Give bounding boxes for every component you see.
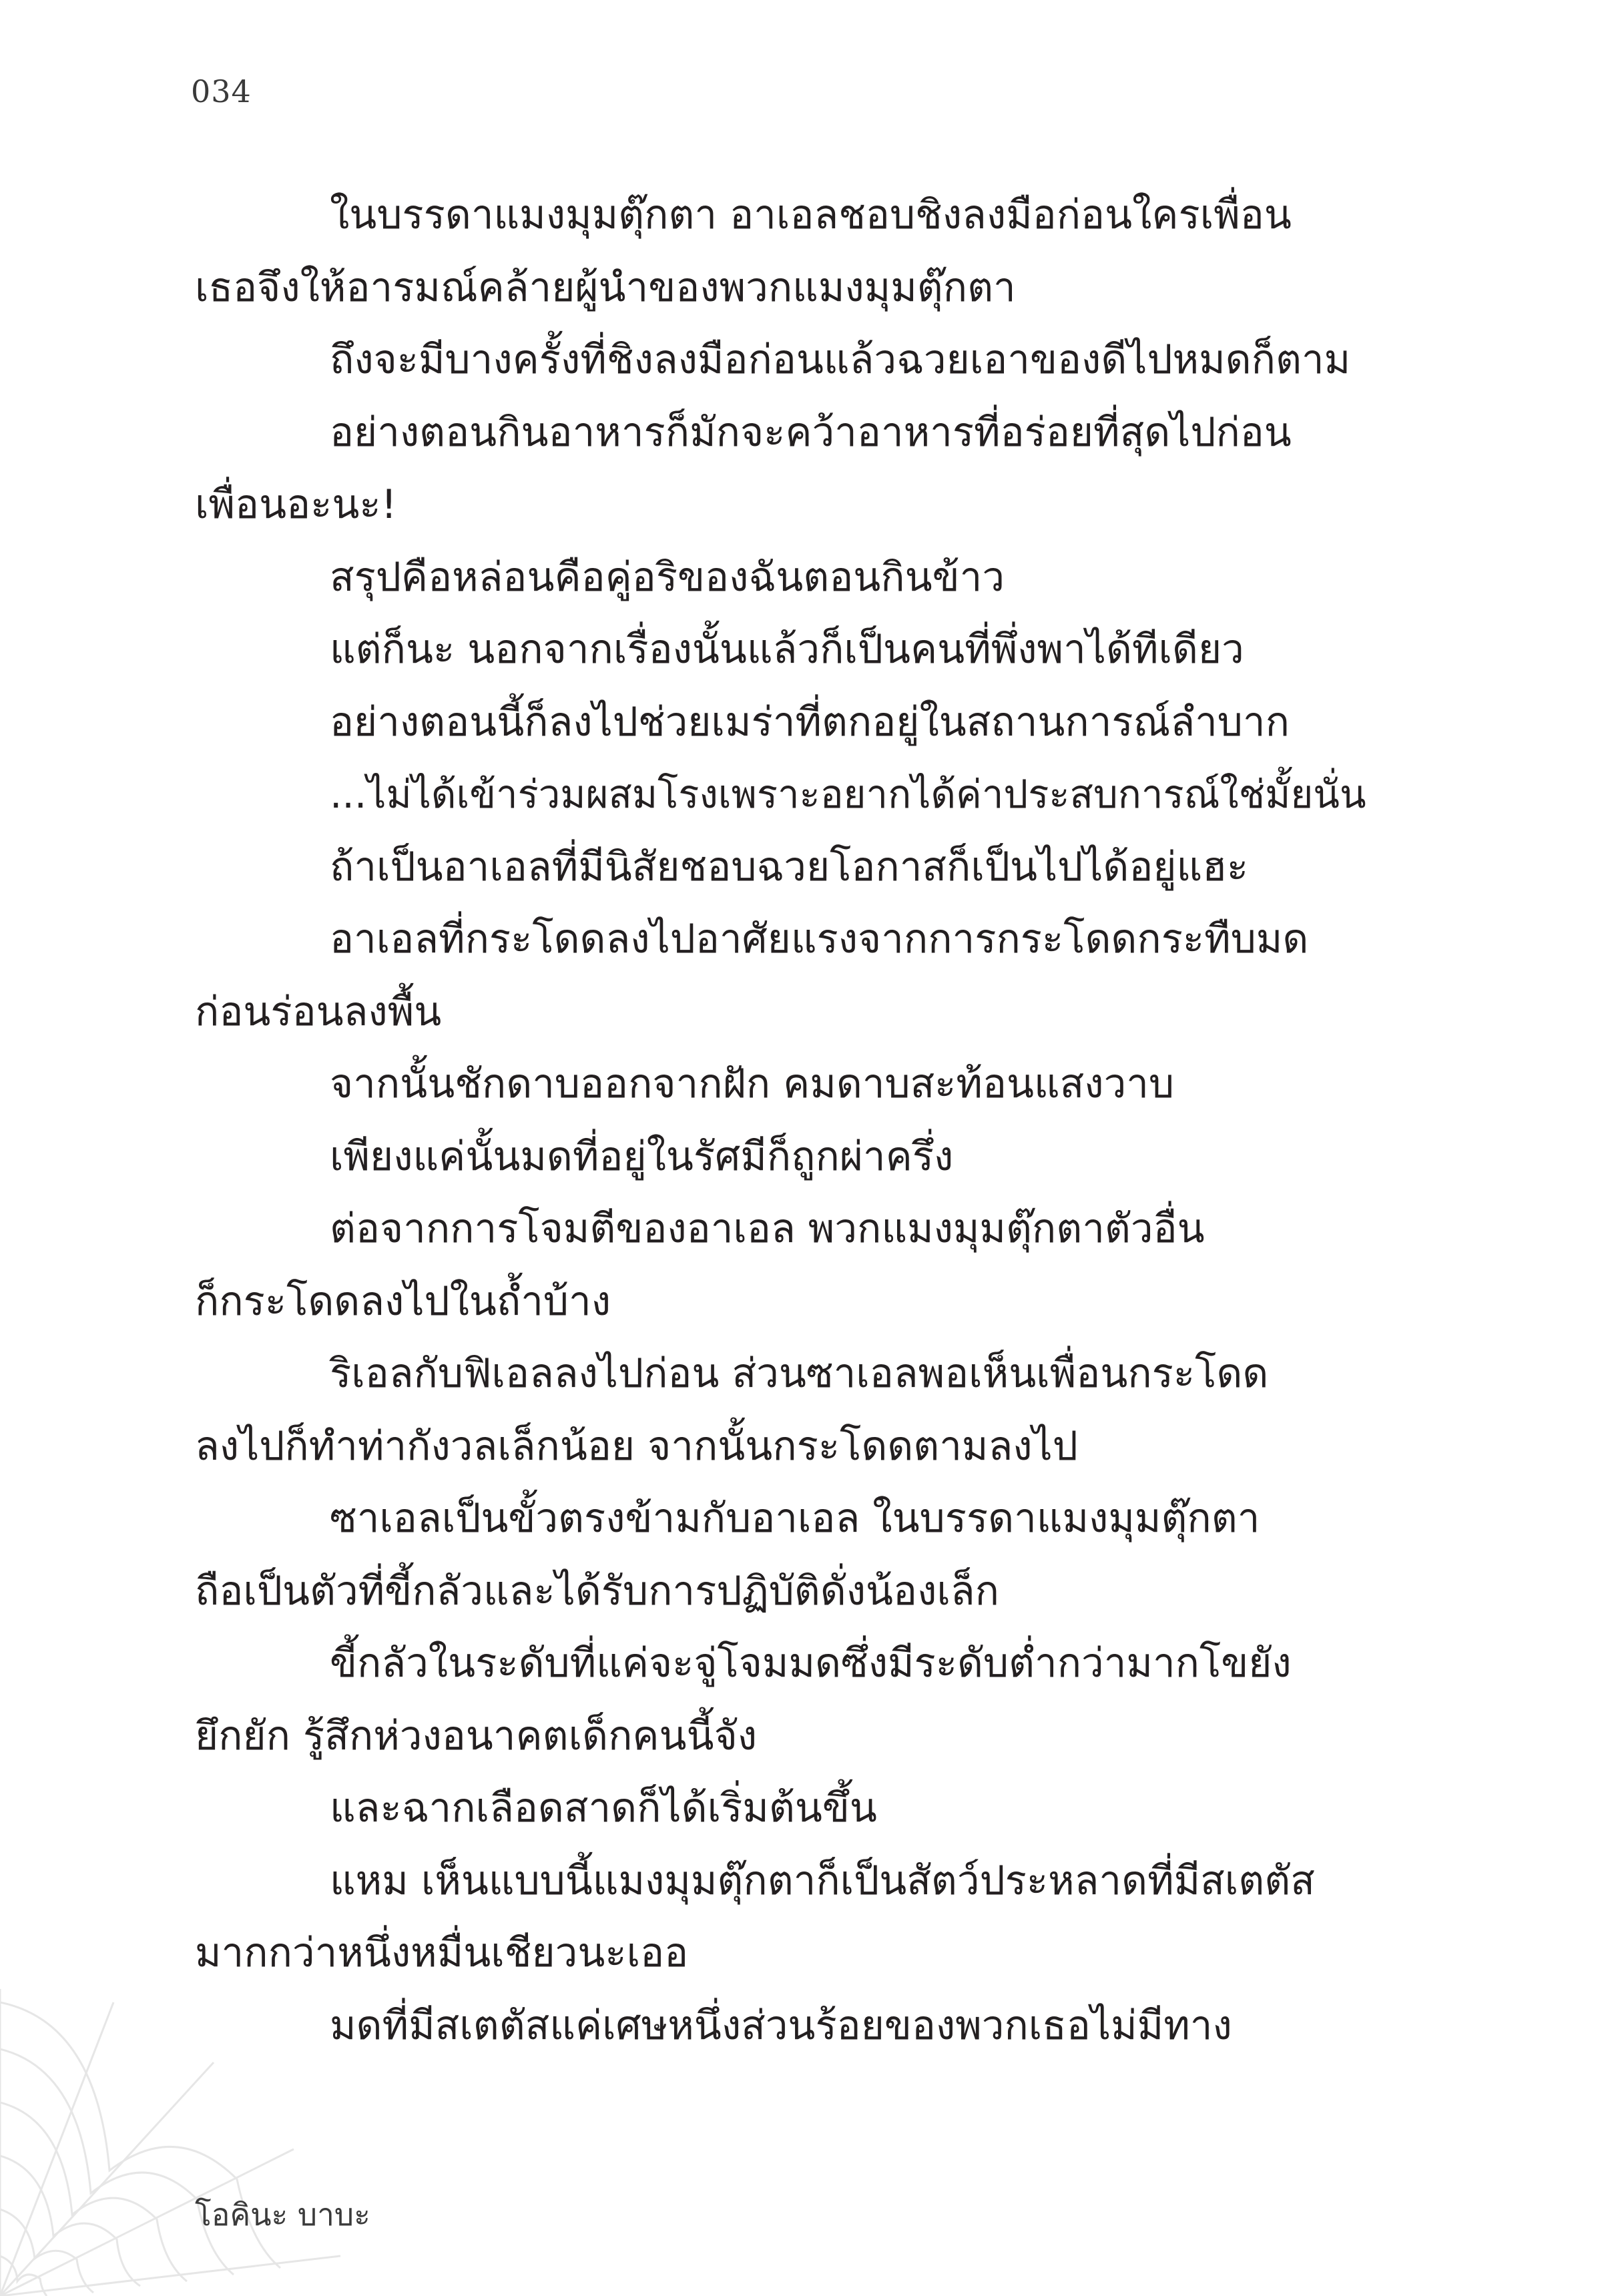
text-line: ริเอลกับฟิเอลลงไปก่อน ส่วนซาเอลพอเห็นเพื่อนกระโดด [330,1350,1269,1397]
text-line: ถือเป็นตัวที่ขี้กลัวและได้รับการปฏิบัติดั่งน้องเล็ก [195,1567,999,1615]
text-line: มดที่มีสเตตัสแค่เศษหนึ่งส่วนร้อยของพวกเธอไม่มีทาง [330,2002,1232,2049]
text-line: เพื่อนอะนะ! [195,481,397,528]
footer-author: โอคินะ บาบะ [195,2197,370,2233]
text-line: จากนั้นชักดาบออกจากฝัก คมดาบสะท้อนแสงวาบ [330,1061,1175,1107]
text-line: แหม เห็นแบบนี้แมงมุมตุ๊กตาก็เป็นสัตว์ประหลาดที่มีสเตตัส [330,1857,1315,1904]
text-line: เธอจึงให้อารมณ์คล้ายผู้นำของพวกแมงมุมตุ๊กตา [195,264,1016,311]
text-line: อย่างตอนนี้ก็ลงไปช่วยเมร่าที่ตกอยู่ในสถานการณ์ลำบาก [330,698,1290,746]
text-line: ลงไปก็ทำท่ากังวลเล็กน้อย จากนั้นกระโดดตามลงไป [195,1422,1078,1470]
page-number: 034 [191,73,252,109]
text-line: เพียงแค่นั้นมดที่อยู่ในรัศมีก็ถูกผ่าครึ่ง [330,1133,954,1180]
text-line: แต่ก็นะ นอกจากเรื่องนั้นแล้วก็เป็นคนที่พึ่งพาได้ทีเดียว [330,626,1244,673]
text-line: มากกว่าหนึ่งหมื่นเชียวนะเออ [195,1930,689,1976]
text-line: อย่างตอนกินอาหารก็มักจะคว้าอาหารที่อร่อยที่สุดไปก่อน [330,408,1292,456]
text-line: ต่อจากการโจมตีของอาเอล พวกแมงมุมตุ๊กตาตัวอื่น [330,1205,1205,1252]
spider-web-icon [0,1989,347,2296]
text-line: สรุปคือหล่อนคือคู่อริของฉันตอนกินข้าว [330,553,1005,601]
text-line: ซาเอลเป็นขั้วตรงข้ามกับอาเอล ในบรรดาแมงมุมตุ๊กตา [330,1495,1260,1542]
text-line: ถ้าเป็นอาเอลที่มีนิสัยชอบฉวยโอกาสก็เป็นไปได้อยู่แฮะ [330,843,1249,890]
text-line: และฉากเลือดสาดก็ได้เริ่มต้นขึ้น [330,1785,877,1831]
text-line: อาเอลที่กระโดดลงไปอาศัยแรงจากการกระโดดกระทืบมด [330,916,1309,962]
text-line: ยึกยัก รู้สึกห่วงอนาคตเด็กคนนี้จัง [195,1712,758,1759]
body-text [195,179,1376,2062]
text-line: ถึงจะมีบางครั้งที่ชิงลงมือก่อนแล้วฉวยเอาของดีไปหมดก็ตาม [330,336,1351,383]
text-line: ...ไม่ได้เข้าร่วมผสมโรงเพราะอยากได้ค่าประสบการณ์ใช่มั้ยนั่น [330,772,1366,817]
text-line: ในบรรดาแมงมุมตุ๊กตา อาเอลชอบชิงลงมือก่อนใครเพื่อน [330,192,1292,238]
text-line: ขี้กลัวในระดับที่แค่จะจู่โจมมดซึ่งมีระดับต่ำกว่ามากโขยัง [330,1640,1292,1687]
text-line: ก็กระโดดลงไปในถ้ำบ้าง [195,1277,611,1325]
text-line: ก่อนร่อนลงพื้น [195,988,442,1035]
